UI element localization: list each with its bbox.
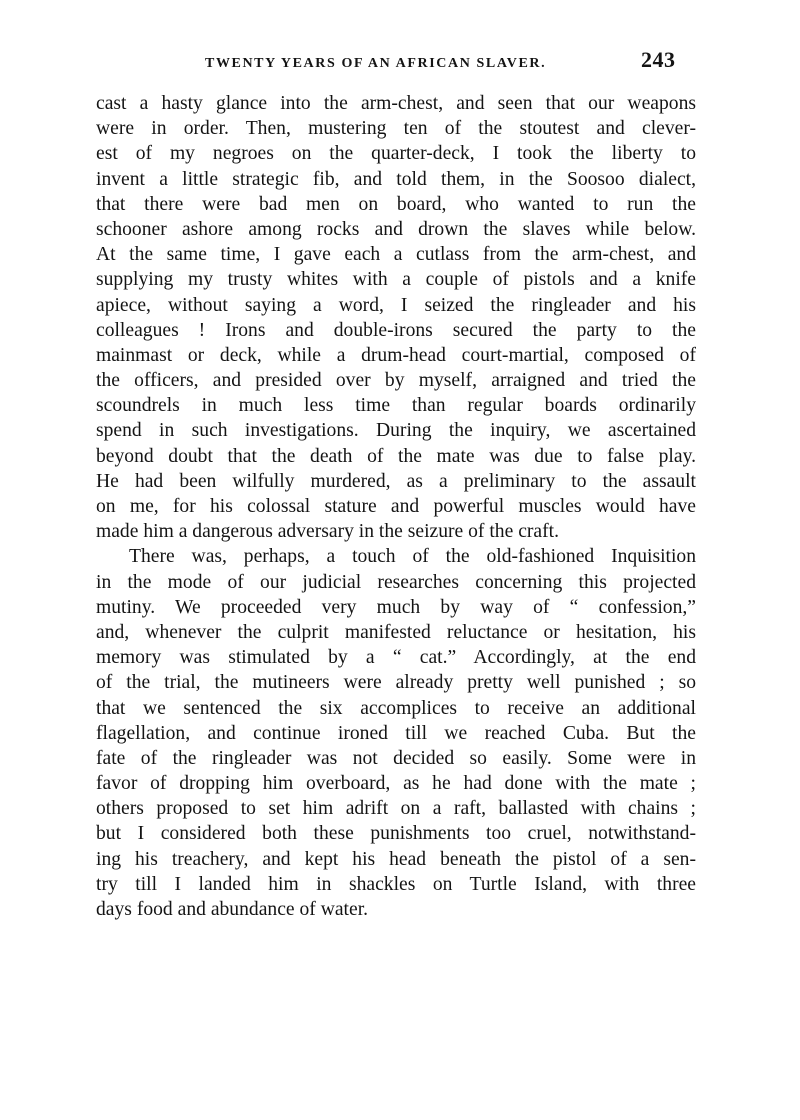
text-line: favor of dropping him overboard, as he had done with the mate ;: [96, 773, 696, 795]
text-line: others proposed to set him adrift on a raft, ballasted with chains ;: [96, 798, 696, 820]
text-line: cast a hasty glance into the arm-chest, and seen that our weapons: [96, 93, 696, 114]
text-line: There was, perhaps, a touch of the old-fashioned Inquisition: [129, 546, 696, 568]
text-line: He had been wilfully murdered, as a preliminary to the assault: [96, 470, 696, 492]
paragraph-1: [96, 91, 696, 544]
text-line: try till I landed him in shackles on Turtle Island, with three: [96, 873, 696, 895]
text-line: on me, for his colossal stature and powerful muscles would have: [96, 496, 696, 517]
text-line: ing his treachery, and kept his head beneath the pistol of a sen-: [96, 848, 696, 870]
text-line: est of my negroes on the quarter-deck, I took the liberty to: [96, 143, 696, 165]
text-line: made him a dangerous adversary in the seizure of the craft.: [96, 521, 559, 543]
text-line: invent a little strategic fib, and told them, in the Soosoo dialect,: [96, 168, 696, 190]
text-line: that we sentenced the six accomplices to receive an additional: [96, 697, 696, 719]
text-line: days food and abundance of water.: [96, 899, 369, 920]
text-line: beyond doubt that the death of the mate was due to false play.: [96, 445, 696, 467]
text-line: scoundrels in much less time than regular boards ordinarily: [96, 395, 696, 417]
text-line: and, whenever the culprit manifested reluctance or hesitation, his: [96, 621, 696, 643]
text-line: that there were bad men on board, who wanted to run the: [96, 193, 696, 215]
text-line: in the mode of our judicial researches concerning this projected: [96, 571, 696, 593]
running-title: TWENTY YEARS OF AN AFRICAN SLAVER.: [205, 56, 547, 71]
paragraph-2: [96, 544, 696, 922]
text-line: At the same time, I gave each a cutlass from the arm-chest, and: [96, 244, 696, 266]
text-line: apiece, without saying a word, I seized the ringleader and his: [96, 294, 696, 316]
text-line: supplying my trusty whites with a couple of pistols and a knife: [96, 269, 696, 291]
text-line: schooner ashore among rocks and drown the slaves while below.: [96, 218, 696, 240]
text-line: were in order. Then, mustering ten of the stoutest and clever-: [96, 118, 696, 140]
text-line: spend in such investigations. During the inquiry, we ascertained: [96, 420, 696, 442]
text-line: colleagues ! Irons and double-irons secured the party to the: [96, 319, 696, 341]
text-line: flagellation, and continue ironed till we reached Cuba. But the: [96, 722, 696, 744]
body-text: [96, 91, 696, 922]
text-line: but I considered both these punishments too cruel, notwithstand-: [96, 823, 696, 845]
text-line: mutiny. We proceeded very much by way of “ confession,”: [96, 596, 696, 618]
text-line: fate of the ringleader was not decided so easily. Some were in: [96, 747, 696, 769]
text-line: the officers, and presided over by myself, arraigned and tried the: [96, 370, 696, 392]
text-line: memory was stimulated by a “ cat.” Accordingly, at the end: [96, 647, 696, 669]
text-line: of the trial, the mutineers were already pretty well punished ; so: [96, 672, 696, 694]
text-line: mainmast or deck, while a drum-head court-martial, composed of: [96, 344, 696, 366]
page-number: 243: [641, 47, 676, 72]
